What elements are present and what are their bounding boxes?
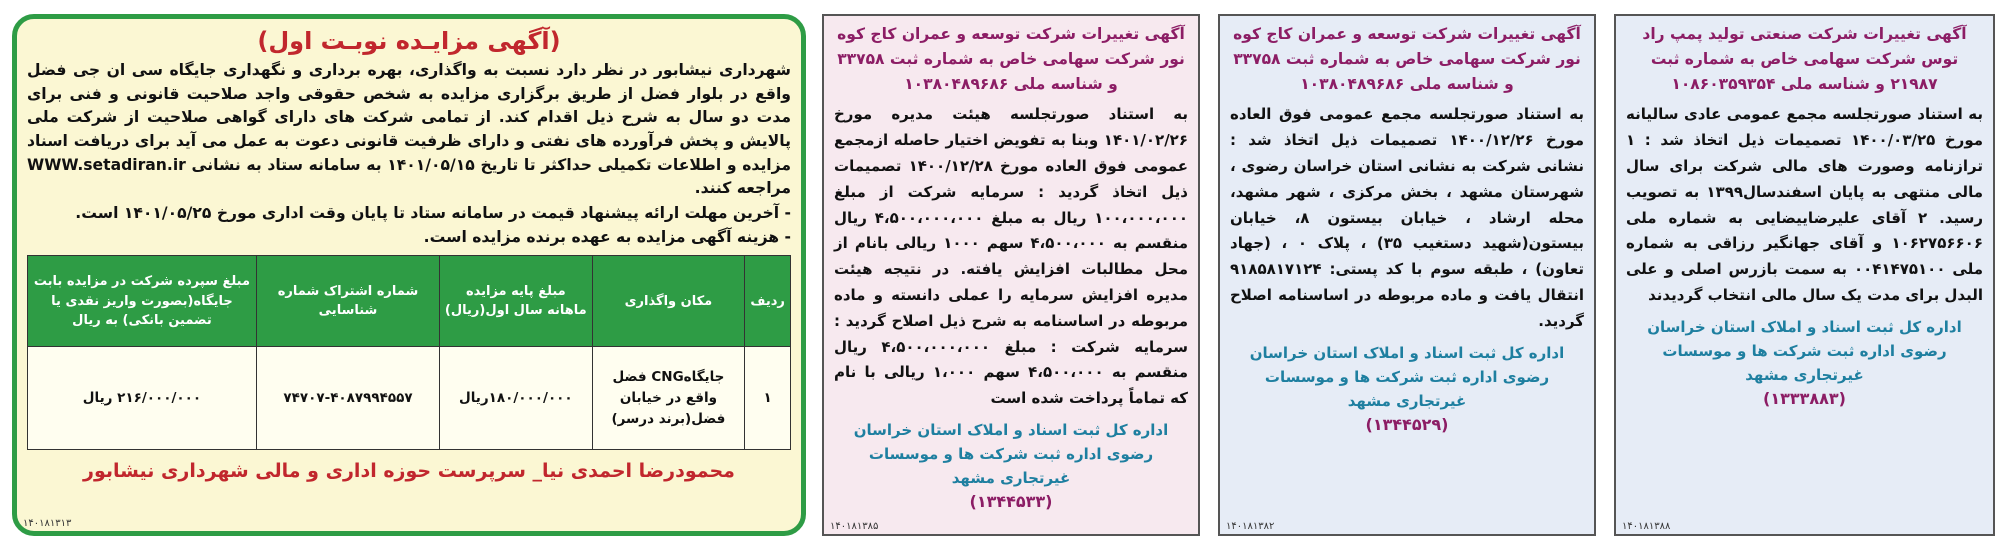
notice-body: به استناد صورتجلسه مجمع عمومی فوق العاده مورخ ۱۴۰۰/۱۲/۲۶ تصمیمات ذیل اتخاذ شد : نشانی شرکت به نشانی استان خراسان رضوی ، شهرستان مشهد ، بخش مرکزی ، شهر مشهد، محله ارشاد ، خیابان بیستون ۸، خیابان بیستون(شهید دستغیب ۳۵) ، پلاک ۰ ، (جهاد تعاون) ، طبقه سوم با کد پستی: ۹۱۸۵۸۱۷۱۲۴ انتقال یافت و ماده مربوطه در اساسنامه اصلاح گردید. xyxy=(1230,105,1585,330)
auction-table-header xyxy=(28,256,791,347)
table-row xyxy=(28,347,791,450)
header-base-price: مبلغ پایه مزایده ماهانه سال اول(ریال) xyxy=(440,256,593,347)
cell-location: جایگاهCNG فضل واقع در خیابان فضل(برند درسر) xyxy=(592,347,745,450)
notice-title: آگهی تغییرات شرکت توسعه و عمران کاج کوه نور شرکت سهامی خاص به شماره ثبت ۳۳۷۵۸ و شناسه ملی ۱۰۳۸۰۴۸۹۶۸۶ xyxy=(1233,25,1581,93)
notice-ref: (۱۳۴۴۵۳۳) xyxy=(969,491,1053,511)
notice-office: اداره کل ثبت اسناد و املاک استان خراسان رضوی اداره ثبت شرکت ها و موسسات غیرتجاری مشهد xyxy=(1249,343,1565,410)
auction-body: شهرداری نیشابور در نظر دارد نسبت به واگذاری، بهره برداری و نگهداری جایگاه سی ان جی فضل واقع در بلوار فضل از طریق برگزاری مزایده به شخص حقوقی واجد صلاحیت قانونی و فنی برای مدت دو سال به شرح ذیل اقدام کند. از تمامی شرکت های دارای گواهی صلاحیت از شرکت ملی پالایش و پخش فرآورده های نفتی و دارای ظرفیت قانونی دعوت به عمل می آید برای دریافت اسناد مزایده و اطلاعات تکمیلی حداکثر تا تاریخ ۱۴۰۱/۰۵/۱۵ به سامانه ستاد به نشانی WWW.setadiran.ir مراجعه کنند. xyxy=(27,61,791,198)
notice-title: آگهی تغییرات شرکت توسعه و عمران کاج کوه نور شرکت سهامی خاص به شماره ثبت ۳۳۷۵۸ و شناسه ملی ۱۰۳۸۰۴۸۹۶۸۶ xyxy=(837,25,1185,93)
auction-signature: محمودرضا احمدی نیا_ سرپرست حوزه اداری و مالی شهرداری نیشابور xyxy=(83,460,735,483)
notice-title: آگهی تغییرات شرکت صنعتی تولید پمپ راد توس شرکت سهامی خاص به شماره ثبت ۲۱۹۸۷ و شناسه ملی ۱۰۸۶۰۳۵۹۳۵۴ xyxy=(1642,25,1967,93)
cell-subscription-number: ۷۴۷۰۷-۴۰۸۷۹۹۴۵۵۷ xyxy=(256,347,439,450)
notice-office: اداره کل ثبت اسناد و املاک استان خراسان رضوی اداره ثبت شرکت ها و موسسات غیرتجاری مشهد xyxy=(1647,317,1962,384)
notice-code: ۱۴۰۱۸۱۳۸۵ xyxy=(830,521,879,532)
notice-ref: (۱۳۴۴۵۲۹) xyxy=(1365,414,1449,434)
header-location: مکان واگذاری xyxy=(592,256,745,347)
header-subscription-number: شماره اشتراک شماره شناسایی xyxy=(256,256,439,347)
auction-notice xyxy=(12,14,806,536)
notice-office: اداره کل ثبت اسناد و املاک استان خراسان رضوی اداره ثبت شرکت ها و موسسات غیرتجاری مشهد xyxy=(853,420,1169,487)
cell-base-price: ۱۸۰/۰۰۰/۰۰۰ریال xyxy=(440,347,593,450)
notice-body: به استناد صورتجلسه هیئت مدیره مورخ ۱۴۰۱/۰۲/۲۶ وبنا به تفویض اختیار حاصله ازمجمع عمومی فوق العاده مورخ ۱۴۰۰/۱۲/۲۸ تصمیمات ذیل اتخاذ گردید : سرمایه شرکت از مبلغ ۱۰۰،۰۰۰،۰۰۰ ریال به مبلغ ۴،۵۰۰،۰۰۰،۰۰۰ ریال منقسم به ۴،۵۰۰،۰۰۰ سهم ۱۰۰۰ ریالی بانام از محل مطالبات افزایش یافته. در نتیجه هیئت مدیره افزایش سرمایه را عملی دانسته و ماده مربوطه در اساسنامه به شرح ذیل اصلاح گردید : سرمایه شرکت : مبلغ ۴،۵۰۰،۰۰۰،۰۰۰ ریال منقسم به ۴،۵۰۰،۰۰۰ سهم ۱،۰۰۰ ریالی با نام که تماماً پرداخت شده است xyxy=(834,105,1189,408)
notice-code: ۱۴۰۱۸۱۳۸۸ xyxy=(1622,521,1671,532)
auction-title: (آگهی مزایـده نوبـت اول) xyxy=(257,27,561,55)
header-deposit: مبلغ سپرده شرکت در مزایده بابت جایگاه(بصورت واریز نقدی یا تضمین بانکی) به ریال xyxy=(28,256,257,347)
auction-deadline-bullet: - آخرین مهلت ارائه پیشنهاد قیمت در سامانه ستاد تا پایان وقت اداری مورخ ۱۴۰۱/۰۵/۲۵ است. xyxy=(75,204,791,223)
notice-annual-meeting xyxy=(1614,14,1995,536)
auction-table xyxy=(27,255,791,450)
auction-code: ۱۴۰۱۸۱۳۱۳ xyxy=(23,518,72,529)
notice-capital-increase xyxy=(822,14,1200,536)
notice-ref: (۱۳۳۳۸۸۳) xyxy=(1763,388,1846,408)
header-row-number: ردیف xyxy=(745,256,791,347)
cell-row-number: ۱ xyxy=(745,347,791,450)
notice-code: ۱۴۰۱۸۱۳۸۲ xyxy=(1226,521,1275,532)
notice-body: به استناد صورتجلسه مجمع عمومی عادی سالیانه مورخ ۱۴۰۰/۰۳/۲۵ تصمیمات ذیل اتخاذ شد : ۱ ترازنامه وصورت های مالی شرکت برای سال مالی منتهی به پایان اسفندسال۱۳۹۹ به تصویب رسید. ۲ آقای علیرضاییضایی به شماره ملی ۱۰۶۲۷۵۶۶۰۶ و آقای جهانگیر رزاقی به شماره ملی ۰۰۴۱۴۷۵۱۰۰ به سمت بازرس اصلی و علی البدل برای مدت یک سال مالی انتخاب گردیدند xyxy=(1626,105,1984,304)
notice-address-change xyxy=(1218,14,1596,536)
auction-fee-bullet: - هزینه آگهی مزایده به عهده برنده مزایده است. xyxy=(423,228,791,247)
cell-deposit: ۲۱۶/۰۰۰/۰۰۰ ریال xyxy=(28,347,257,450)
